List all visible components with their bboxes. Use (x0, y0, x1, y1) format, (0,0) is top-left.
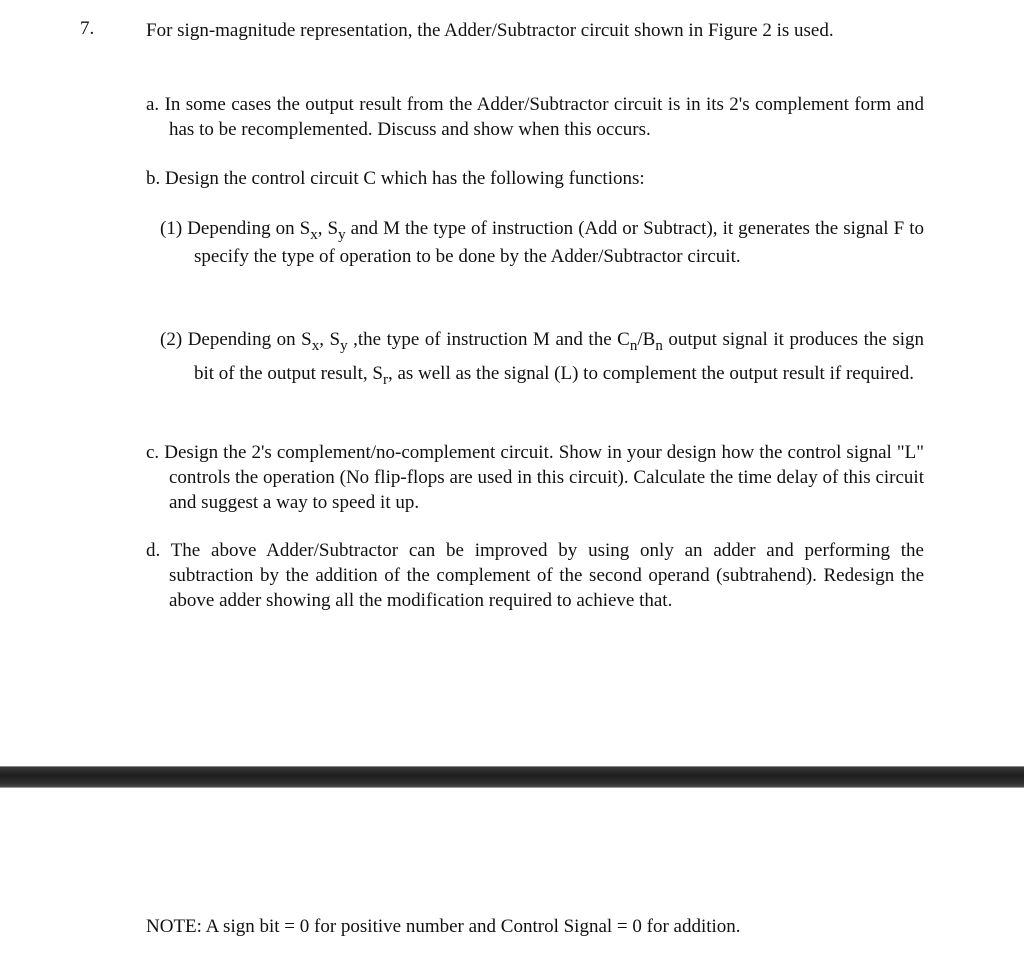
part-d-label: d. (146, 540, 161, 561)
note-text: NOTE: A sign bit = 0 for positive number and Control Signal = 0 for addition. (146, 916, 741, 937)
part-b-item-1: (1) Depending on $S_x$, $S_y$ and M the type of instruction (Add or Subtract), it generates the signal F to specify the type of operation to be done by the Adder/Subtractor circuit. (160, 218, 924, 267)
part-b (146, 166, 924, 191)
part-d (146, 538, 924, 613)
page-divider-bar (0, 766, 1024, 788)
part-a-label: a. (146, 94, 160, 115)
part-c-text: Design the 2's complement/no-complement circuit. Show in your design how the control signal "L" controls the operation (No flip-flops are used in this circuit). Calculate the time delay of this circuit and suggest a way to speed it up. (164, 442, 925, 513)
part-b-text: Design the control circuit C which has the following functions: (165, 168, 645, 189)
part-c (146, 440, 924, 515)
part-b-label: b. (146, 168, 161, 189)
question-number: 7. (80, 18, 95, 39)
question-intro: For sign-magnitude representation, the Adder/Subtractor circuit shown in Figure 2 is used. (146, 20, 834, 41)
part-d-text: The above Adder/Subtractor can be improved by using only an adder and performing the subtraction by the addition of the complement of the second operand (subtrahend). Redesign the above adder showing all the modification required to achieve that. (169, 540, 924, 611)
part-c-label: c. (146, 442, 160, 463)
part-b-item-2: (2) Depending on $S_x$, $S_y$ ,the type of instruction M and the $C_n/B_n$ output signal it produces the sign bit of the output result, $S_r$, as well as the signal (L) to complement the output result if required. (160, 329, 925, 388)
part-a (146, 92, 924, 142)
part-a-text: In some cases the output result from the Adder/Subtractor circuit is in its 2's complement form and has to be recomplemented. Discuss and show when this occurs. (164, 94, 924, 140)
